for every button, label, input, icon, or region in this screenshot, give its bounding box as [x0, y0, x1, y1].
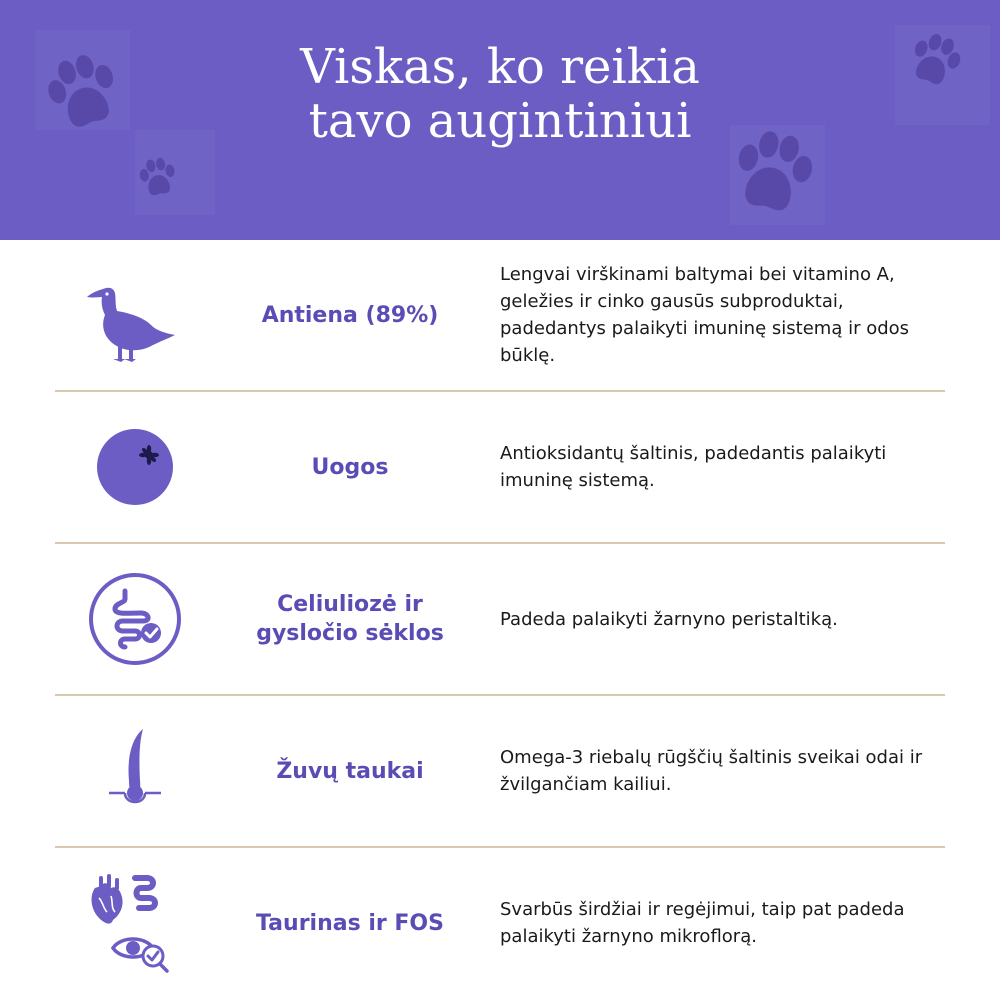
ingredient-name: Žuvų taukai — [276, 758, 424, 784]
page-title — [0, 40, 1000, 148]
duck-icon — [85, 265, 185, 365]
title-line: Viskas, ko reikia — [300, 39, 700, 95]
icon-cell — [55, 696, 215, 846]
header-banner — [0, 0, 1000, 240]
icon-cell — [55, 544, 215, 694]
ingredient-description: Lengvai virškinami baltymai bei vitamino A, geležies ir cinko gausūs subproduktai, padedantys palaikyti imuninę sistemą ir odos būklę. — [500, 264, 910, 366]
ingredient-row — [55, 240, 945, 392]
hair-follicle-icon — [85, 721, 185, 821]
ingredient-list — [55, 240, 945, 1000]
paw-print-icon — [135, 155, 180, 200]
ingredient-description: Padeda palaikyti žarnyno peristaltiką. — [500, 608, 838, 630]
ingredient-description: Omega-3 riebalų rūgščių šaltinis sveikai odai ir žvilgančiam kailiui. — [500, 747, 923, 795]
ingredient-description: Svarbūs širdžiai ir regėjimui, taip pat padeda palaikyti žarnyno mikroflorą. — [500, 899, 905, 947]
icon-cell — [55, 240, 215, 390]
ingredient-name: Celiuliozė ir gysločio sėklos — [256, 592, 444, 646]
berry-icon — [85, 417, 185, 517]
ingredient-name: Antiena (89%) — [261, 302, 439, 328]
ingredient-description: Antioksidantų šaltinis, padedantis palaikyti imuninę sistemą. — [500, 443, 887, 491]
ingredient-row — [55, 392, 945, 544]
ingredient-row — [55, 544, 945, 696]
title-line: tavo augintiniui — [308, 93, 692, 149]
ingredient-name: Taurinas ir FOS — [256, 910, 444, 936]
heart-intestine-eye-icon — [85, 868, 185, 978]
icon-cell — [55, 392, 215, 542]
icon-cell — [55, 848, 215, 998]
ingredient-name: Uogos — [311, 454, 389, 480]
ingredient-row — [55, 848, 945, 1000]
ingredient-row — [55, 696, 945, 848]
intestine-check-icon — [85, 569, 185, 669]
